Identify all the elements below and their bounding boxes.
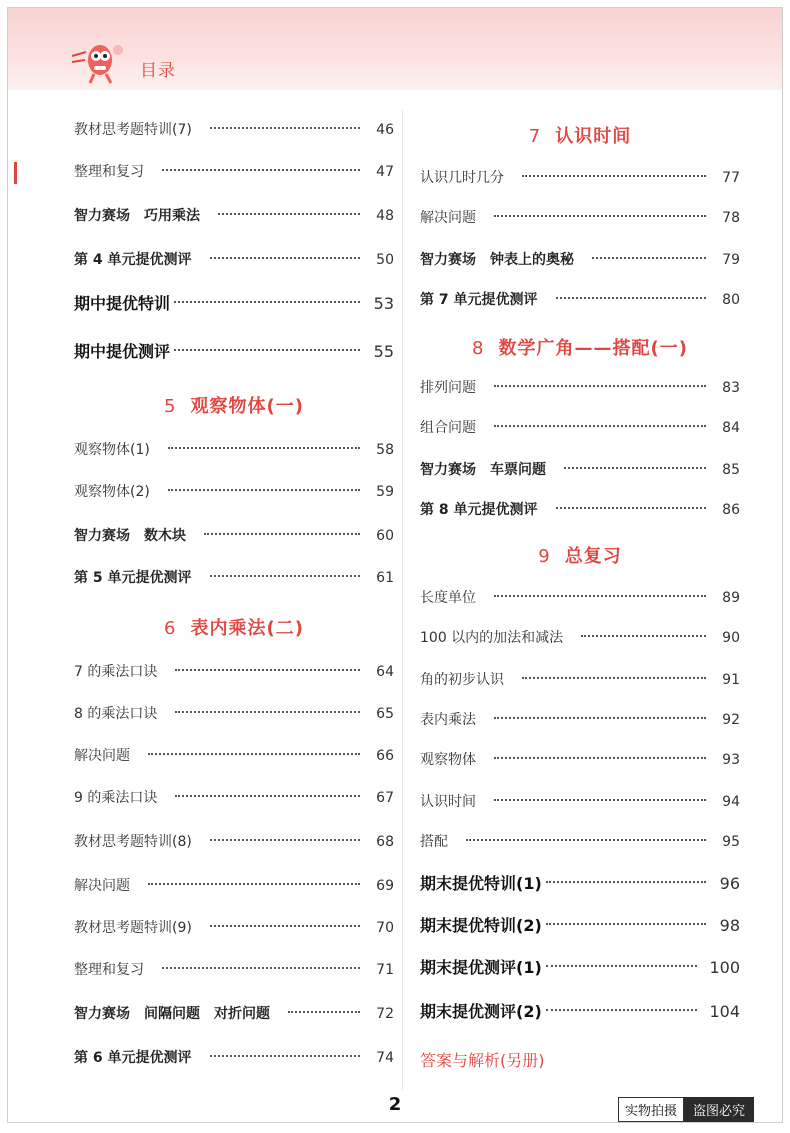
toc-entry [420,290,740,310]
toc-entry [420,710,740,730]
section-title: 观察物体(一) [190,396,304,417]
toc-entry-title: 排列问题 [420,380,476,396]
toc-entry [74,206,394,226]
toc-entry-title: 8 的乘法口诀 [74,706,158,722]
toc-entry [74,662,394,682]
toc-entry-page: 85 [722,462,740,478]
section-heading [74,392,394,418]
toc-entry [420,460,740,480]
toc-entry-page: 66 [376,748,394,764]
toc-entry-page: 65 [376,706,394,722]
toc-entry-title: 认识时间 [420,794,476,810]
toc-entry-page: 94 [722,794,740,810]
toc-entry [74,876,394,896]
toc-entry-page: 78 [722,210,740,226]
toc-entry [74,1004,394,1024]
dot-leader [204,533,360,535]
toc-entry-title: 智力赛场 巧用乘法 [74,208,200,224]
toc-entry-title: 智力赛场 车票问题 [420,462,546,478]
toc-entry-title: 角的初步认识 [420,672,504,688]
toc-entry-title: 智力赛场 钟表上的奥秘 [420,252,574,268]
toc-entry [420,250,740,270]
toc-entry-title: 观察物体 [420,752,476,768]
dot-leader [556,297,707,299]
dot-leader [148,753,360,755]
toc-entry-page: 104 [709,1002,740,1021]
dot-leader [564,467,706,469]
toc-entry-page: 84 [722,420,740,436]
toc-entry-page: 74 [376,1050,394,1066]
dot-leader [210,839,360,841]
toc-entry-title: 期末提优特训(2) [420,916,542,935]
toc-entry [420,670,740,690]
dot-leader [494,215,706,217]
dot-leader [494,425,706,427]
toc-entry-title: 智力赛场 间隔问题 对折问题 [74,1006,270,1022]
toc-entry-page: 91 [722,672,740,688]
toc-entry [420,418,740,438]
toc-entry [420,588,740,608]
toc-entry-title: 第 8 单元提优测评 [420,502,538,518]
toc-entry-page: 92 [722,712,740,728]
toc-entry-title: 100 以内的加法和减法 [420,630,564,646]
dot-leader [175,711,360,713]
toc-entry-title: 7 的乘法口诀 [74,664,158,680]
section-heading [74,614,394,640]
stamp-right: 盗图必究 [684,1097,754,1122]
dot-leader [210,127,360,129]
toc-entry-page: 77 [722,170,740,186]
toc-entry-title: 观察物体(1) [74,442,150,458]
column-divider [402,110,403,1090]
toc-entry-page: 93 [722,752,740,768]
toc-entry [420,500,740,520]
dot-leader [174,349,360,351]
page-title: 目录 [140,61,176,81]
dot-leader [546,1009,698,1011]
toc-entry-page: 89 [722,590,740,606]
toc-entry-page: 46 [376,122,394,138]
toc-entry-title: 期末提优测评(2) [420,1002,542,1021]
toc-entry-title: 组合问题 [420,420,476,436]
toc-entry [74,568,394,588]
dot-leader [494,595,706,597]
toc-entry-title: 教材思考题特训(7) [74,122,192,138]
toc-entry-title: 第 4 单元提优测评 [74,252,192,268]
toc-entry-title: 教材思考题特训(9) [74,920,192,936]
toc-entry-title: 长度单位 [420,590,476,606]
dot-leader [592,257,706,259]
toc-entry-title: 第 7 单元提优测评 [420,292,538,308]
toc-entry-page: 47 [376,164,394,180]
dot-leader [210,925,360,927]
section-heading [420,542,740,568]
section-heading [420,334,740,360]
mascot-icon [68,36,134,86]
toc-entry [74,788,394,808]
dot-leader [522,677,706,679]
toc-entry [74,832,394,852]
toc-entry [420,208,740,228]
section-title: 数学广角——搭配(一) [498,338,688,359]
toc-entry-page: 69 [376,878,394,894]
dot-leader [494,757,706,759]
toc-entry-page: 80 [722,292,740,308]
toc-entry-title: 整理和复习 [74,962,144,978]
toc-entry [420,378,740,398]
toc-entry [420,916,740,936]
toc-entry [420,750,740,770]
toc-entry-page: 100 [709,958,740,977]
toc-entry-page: 61 [376,570,394,586]
toc-entry [74,120,394,140]
toc-entry-title: 观察物体(2) [74,484,150,500]
toc-entry-title: 解决问题 [74,748,130,764]
toc-entry-title: 期末提优特训(1) [420,874,542,893]
toc-entry-page: 53 [373,294,394,313]
toc-entry [74,960,394,980]
edge-mark [14,162,17,184]
toc-entry [74,746,394,766]
toc-entry-title: 表内乘法 [420,712,476,728]
toc-entry [74,1048,394,1068]
toc-entry-page: 96 [719,874,740,893]
dot-leader [494,717,706,719]
toc-entry-page: 86 [722,502,740,518]
section-title: 表内乘法(二) [190,618,304,639]
dot-leader [168,447,360,449]
toc-entry [420,1002,740,1022]
toc-entry [74,342,394,362]
toc-entry-title: 教材思考题特训(8) [74,834,192,850]
dot-leader [494,799,706,801]
toc-entry-page: 68 [376,834,394,850]
toc-entry-page: 50 [376,252,394,268]
dot-leader [210,257,361,259]
section-title: 总复习 [564,546,622,567]
toc-entry-page: 98 [719,916,740,935]
dot-leader [168,489,360,491]
toc-entry-page: 60 [376,528,394,544]
toc-entry-title: 解决问题 [420,210,476,226]
dot-leader [148,883,360,885]
dot-leader [556,507,707,509]
toc-entry-page: 79 [722,252,740,268]
section-heading [420,122,740,148]
toc-entry-page: 70 [376,920,394,936]
toc-entry-page: 59 [376,484,394,500]
dot-leader [210,1055,361,1057]
dot-leader [175,795,360,797]
dot-leader [546,965,698,967]
dot-leader [522,175,706,177]
dot-leader [288,1011,360,1013]
toc-entry-title: 认识几时几分 [420,170,504,186]
toc-entry [420,168,740,188]
toc-entry-title: 期中提优特训 [74,294,171,313]
dot-leader [466,839,706,841]
toc-entry-page: 90 [722,630,740,646]
stamp [618,1097,754,1122]
toc-entry-page: 71 [376,962,394,978]
toc-entry [74,440,394,460]
toc-entry [420,792,740,812]
dot-leader [162,967,360,969]
toc-entry-title: 期中提优测评 [74,342,171,361]
answer-reference: 答案与解析(另册) [420,1051,545,1070]
toc-entry-page: 64 [376,664,394,680]
dot-leader [494,385,706,387]
toc-entry-title: 智力赛场 数木块 [74,528,186,544]
section-number: 5 [164,396,177,417]
toc-entry-page: 67 [376,790,394,806]
toc-entry-page: 58 [376,442,394,458]
section-number: 6 [164,618,177,639]
section-number: 8 [472,338,485,359]
dot-leader [546,923,706,925]
section-number: 9 [538,546,551,567]
page-number: 2 [388,1094,402,1115]
dot-leader [581,635,706,637]
toc-entry-title: 整理和复习 [74,164,144,180]
toc-entry-title: 第 6 单元提优测评 [74,1050,192,1066]
toc-entry [74,482,394,502]
toc-entry [420,832,740,852]
dot-leader [210,575,361,577]
toc-entry-page: 55 [373,342,394,361]
toc-entry-title: 解决问题 [74,878,130,894]
toc-entry [74,162,394,182]
toc-entry-title: 搭配 [420,834,448,850]
stamp-left: 实物拍摄 [618,1097,684,1122]
section-title: 认识时间 [555,126,632,147]
toc-entry [420,628,740,648]
toc-entry [74,526,394,546]
toc-entry-page: 95 [722,834,740,850]
toc-entry-page: 48 [376,208,394,224]
toc-entry-title: 期末提优测评(1) [420,958,542,977]
toc-entry [74,704,394,724]
toc-entry [74,294,394,314]
toc-entry-title: 9 的乘法口诀 [74,790,158,806]
toc-entry [420,958,740,978]
dot-leader [174,301,360,303]
toc-entry-page: 83 [722,380,740,396]
dot-leader [218,213,360,215]
dot-leader [546,881,706,883]
dot-leader [162,169,360,171]
toc-entry-page: 72 [376,1006,394,1022]
toc-entry-title: 第 5 单元提优测评 [74,570,192,586]
dot-leader [175,669,360,671]
toc-entry [420,874,740,894]
section-number: 7 [528,126,542,147]
toc-entry [74,250,394,270]
toc-entry [74,918,394,938]
